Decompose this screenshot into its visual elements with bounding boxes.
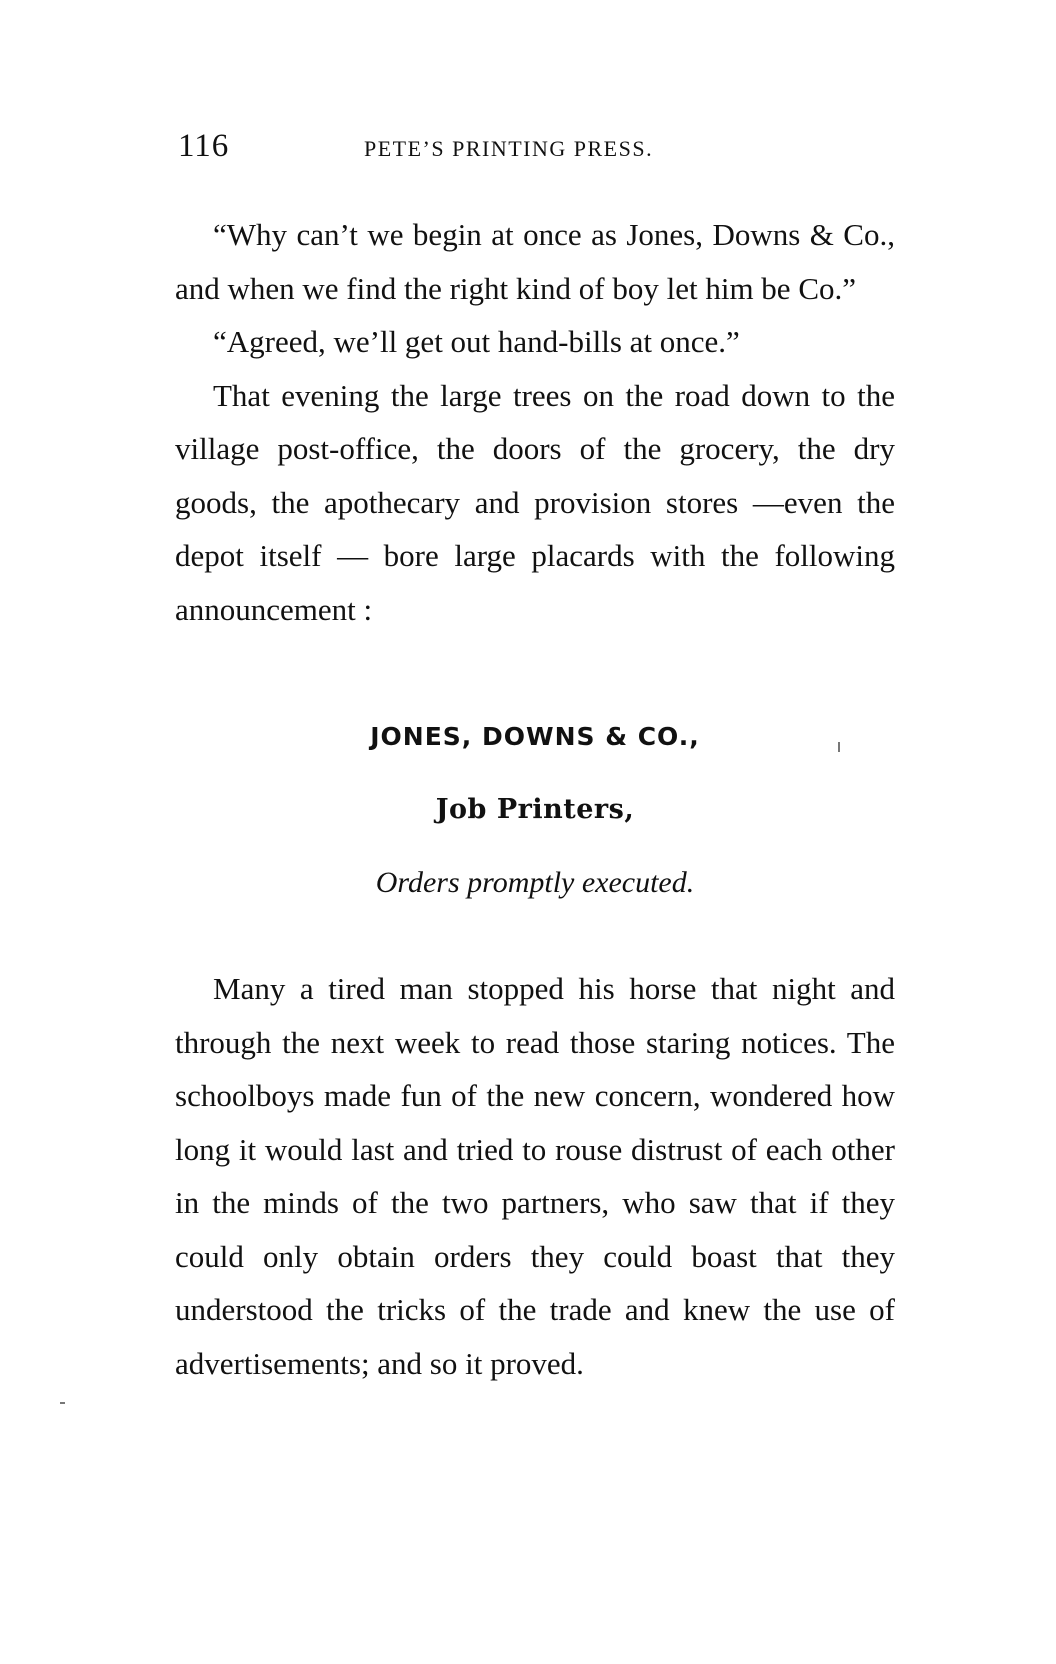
running-head [178,128,898,168]
paragraph: Many a tired man stopped his horse that night and through the next week to read those staring notices. The schoolboys made fun of the new concern, wondered how long it would last and tried to rouse distrust of each other in the minds of the two partners, who saw that if they could only obtain orders they could boast that they understood the tricks of the trade and knew the use of advertisements; and so it proved. [175,971,895,1381]
page-number: 116 [178,128,230,164]
print-speck [60,1402,65,1404]
print-speck [838,742,840,752]
paragraph: “Agreed, we’ll get out hand-bills at once.” [213,324,740,359]
body-text-bottom [175,962,895,1390]
placard-tagline: Orders promptly executed. [375,866,695,899]
running-title: PETE’S PRINTING PRESS. [364,136,654,161]
paragraph: That evening the large trees on the road down to the village post-office, the doors of the grocery, the dry goods, the apothecary and provision stores —even the depot itself — bore large placards with the following announcement : [175,377,895,627]
placard-trade: Job Printers, [435,794,635,825]
body-text-top [175,208,895,636]
paragraph: “Why can’t we begin at once as Jones, Downs & Co., and when we find the right kind of boy let him be Co.” [175,217,895,306]
placard-firm-name: JONES, DOWNS & CO., [370,722,700,751]
